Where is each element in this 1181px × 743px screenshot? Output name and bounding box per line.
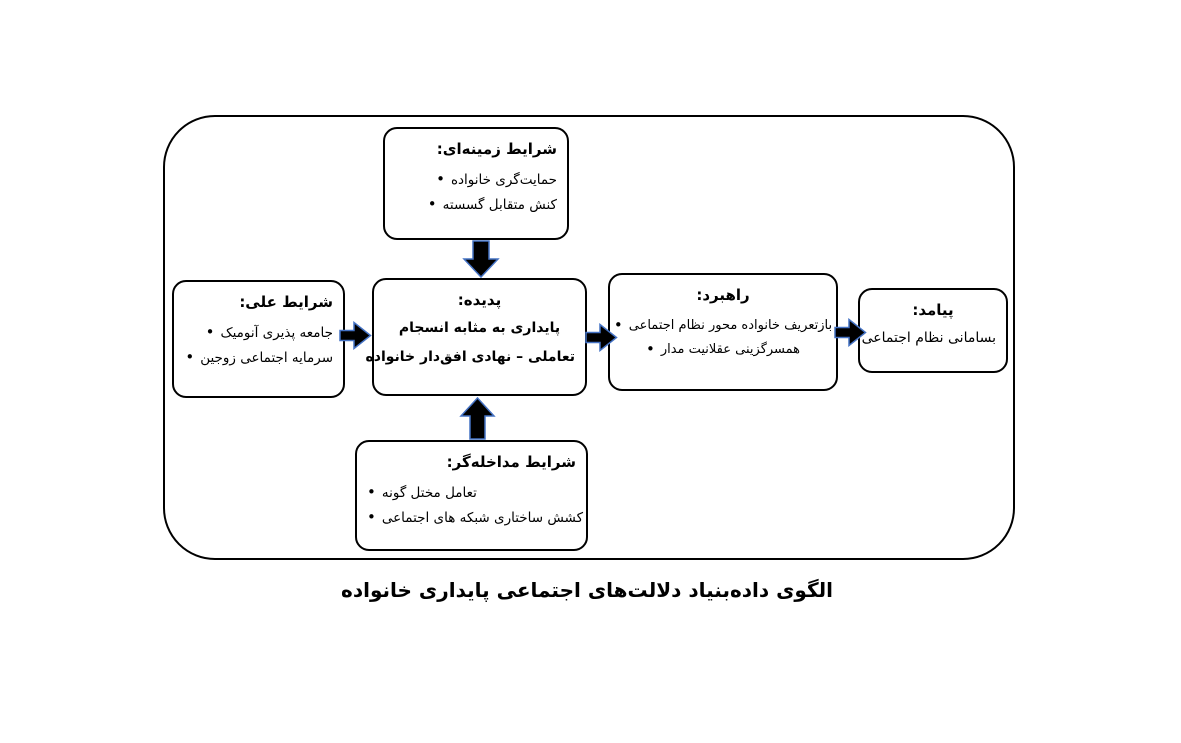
list-item-text: حمایت‌گری خانواده: [450, 171, 557, 188]
list-item-text: کشش ساختاری شبکه های اجتماعی: [381, 509, 584, 526]
list-item: [184, 350, 333, 366]
list-item-text: بازتعریف خانواده محور نظام اجتماعی: [628, 317, 833, 333]
bullet-icon: •: [367, 483, 376, 501]
list-item-text: جامعه پذیری آنومیک: [220, 324, 333, 341]
arrow-up-icon: [459, 397, 496, 440]
list-item-text: همسرگزینی عقلانیت مدار: [660, 341, 801, 357]
bullet-icon: •: [185, 348, 195, 366]
list-item: [395, 172, 557, 188]
list-item-text: تعامل مختل گونه: [381, 484, 477, 501]
bullet-icon: •: [436, 170, 445, 188]
bullet-icon: •: [427, 195, 437, 213]
box-line: بسامانی نظام اجتماعی: [861, 329, 996, 346]
box-line: تعاملی – نهادی افق‌دار خانواده: [365, 348, 575, 365]
bullet-icon: •: [613, 315, 623, 334]
bullet-icon: •: [367, 508, 376, 526]
arrow-right-icon: [339, 321, 372, 350]
list-item: [367, 508, 584, 526]
list-item-text: کنش متقابل گسسته: [442, 196, 557, 213]
list-item: [613, 315, 833, 334]
box-title: پدیده:: [457, 291, 502, 309]
box-title: پیامد:: [912, 301, 954, 319]
list-item-text: سرمایه اجتماعی زوجین: [200, 349, 333, 366]
box-title: شرایط مداخله‌گر:: [446, 453, 576, 471]
arrow-right-icon: [834, 318, 867, 347]
box-title: شرایط زمینه‌ای:: [436, 140, 557, 158]
phenomenon-box: [365, 278, 587, 396]
bullet-icon: •: [205, 323, 215, 341]
contextual-conditions-box: [383, 127, 569, 240]
arrow-down-icon: [462, 240, 500, 278]
list-item: [367, 485, 576, 501]
list-item: [395, 197, 557, 213]
list-item: [620, 339, 826, 358]
strategy-box: [608, 273, 838, 391]
box-title: شرایط علی:: [239, 293, 333, 311]
causal-conditions-box: [172, 280, 345, 398]
consequence-box: [858, 288, 1008, 373]
figure-caption: الگوی داده‌بنیاد دلالت‌های اجتماعی پایداری خانواده: [341, 578, 833, 602]
box-title: راهبرد:: [696, 286, 750, 304]
intervening-conditions-box: [355, 440, 588, 551]
arrow-right-icon: [585, 323, 618, 352]
bullet-icon: •: [645, 339, 655, 358]
box-line: پایداری به مثابه انسجام: [398, 319, 561, 336]
list-item: [184, 325, 333, 341]
